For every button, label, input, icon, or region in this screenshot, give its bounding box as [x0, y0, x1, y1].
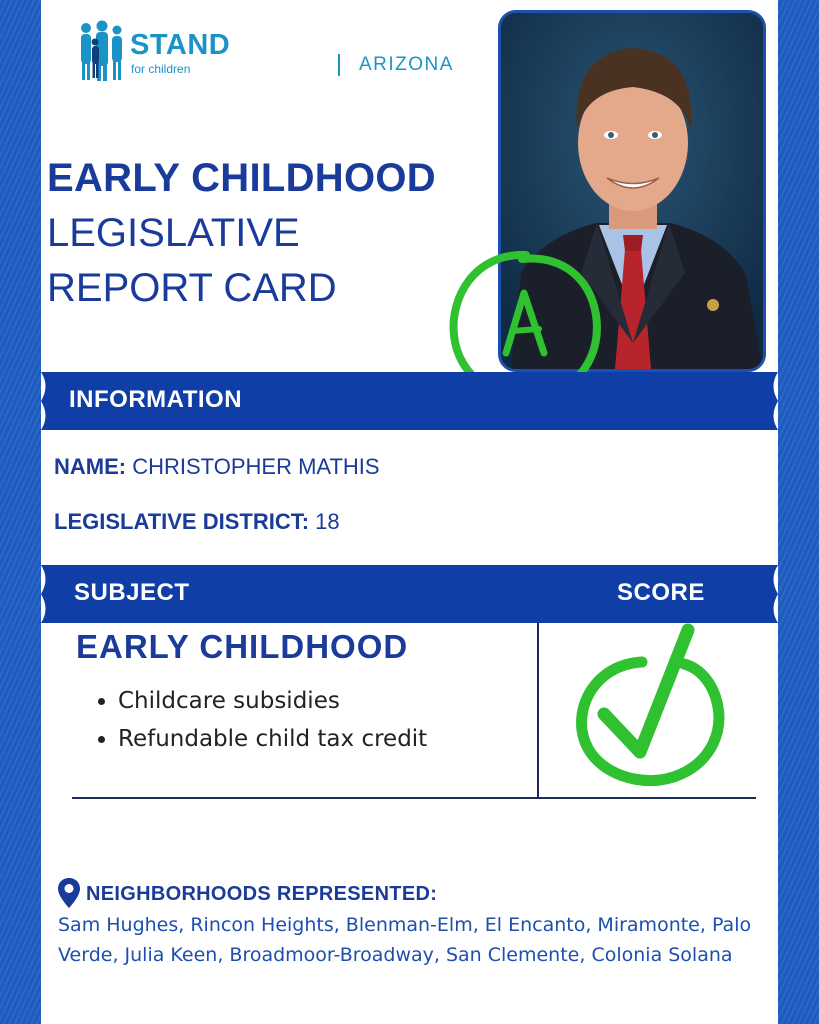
- logo-state: ARIZONA: [359, 54, 454, 75]
- title-line-2: LEGISLATIVE: [47, 211, 300, 255]
- logo-figures-icon: [78, 20, 126, 82]
- list-item: • Refundable child tax credit: [118, 724, 427, 754]
- grade-letter: A: [444, 243, 445, 244]
- name-value: CHRISTOPHER MATHIS: [132, 454, 380, 479]
- logo-word: STAND: [130, 29, 231, 61]
- score-heading: SCORE: [617, 579, 705, 606]
- district-field: [54, 509, 340, 535]
- subject-score-banner: [41, 565, 778, 623]
- subject-title: EARLY CHILDHOOD: [76, 628, 409, 665]
- subject-items: [100, 686, 427, 762]
- subject-heading: SUBJECT: [74, 579, 190, 606]
- logo-tagline: for children: [131, 62, 191, 76]
- name-field: [54, 454, 380, 480]
- information-heading: INFORMATION: [69, 386, 243, 413]
- district-label: LEGISLATIVE DISTRICT:: [54, 509, 310, 534]
- neighborhoods-list: Sam Hughes, Rincon Heights, Blenman-Elm, El Encanto, Miramonte, Palo Verde, Julia Keen, Broadmoor-Broadway, San Clemente, Colonia Solana: [58, 914, 752, 966]
- location-pin-icon: [58, 878, 80, 908]
- checkmark-icon: [572, 622, 732, 787]
- district-value: 18: [315, 509, 340, 534]
- neighborhoods-label: NEIGHBORHOODS REPRESENTED:: [86, 883, 438, 905]
- information-banner: [41, 372, 778, 430]
- table-divider-horizontal: [72, 797, 756, 799]
- title-line-1: EARLY CHILDHOOD: [47, 156, 436, 200]
- name-label: NAME:: [54, 454, 127, 479]
- title-line-3: REPORT CARD: [47, 266, 337, 310]
- logo-divider: [338, 54, 340, 76]
- table-divider-vertical: [537, 622, 539, 798]
- list-item: • Childcare subsidies: [118, 686, 427, 716]
